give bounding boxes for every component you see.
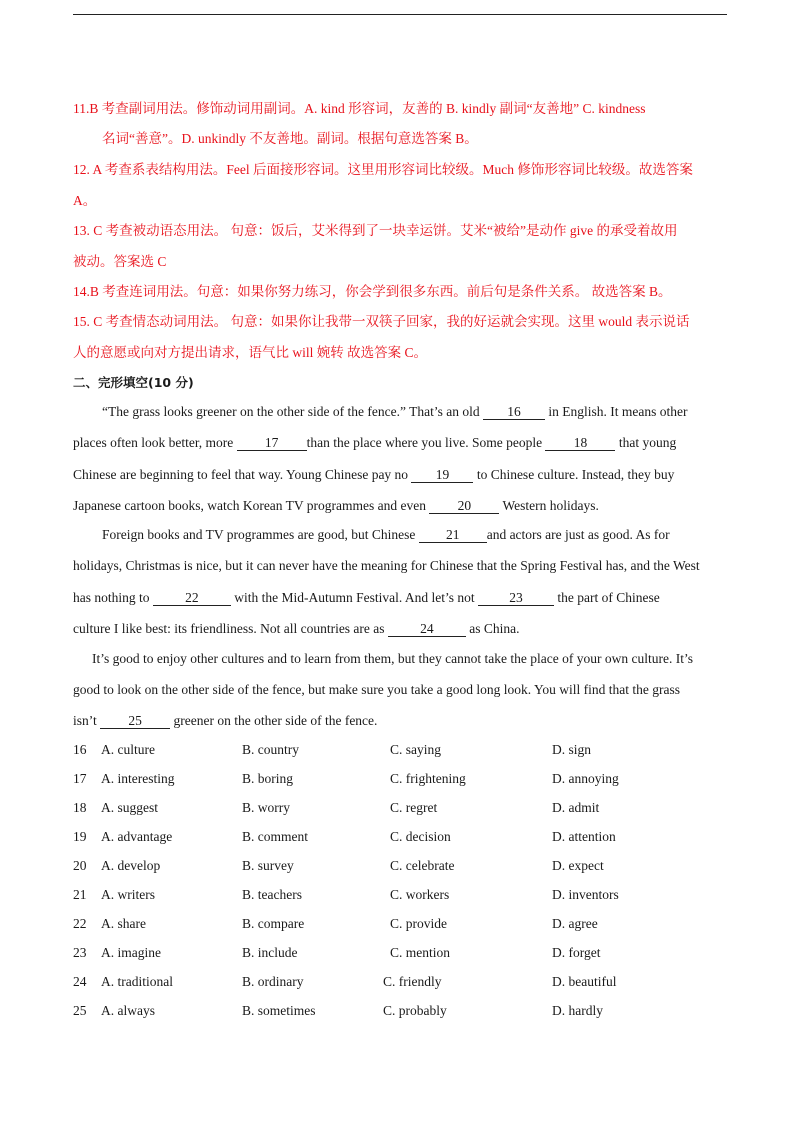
option-a: A. traditional (101, 974, 173, 989)
question-number: 25 (73, 1003, 87, 1018)
section-title: 二、完形填空(10 分) (73, 375, 194, 390)
blank-23: 23 (478, 590, 554, 606)
option-a: A. develop (101, 858, 161, 873)
header-rule (73, 14, 727, 15)
option-row (73, 770, 733, 788)
option-row (73, 799, 733, 817)
blank-22: 22 (153, 590, 231, 606)
option-b: B. worry (242, 800, 290, 815)
question-number: 24 (73, 974, 87, 989)
option-a: A. imagine (101, 945, 161, 960)
option-c: C. workers (390, 887, 450, 902)
blank-20: 20 (429, 498, 499, 514)
option-c: C. decision (390, 829, 451, 844)
blank-18: 18 (545, 435, 615, 451)
answer-15-line-1: 15. C 考查情态动词用法。 句意：如果你让我带一双筷子回家，我的好运就会实现。这里 would 表示说话 (73, 314, 690, 329)
option-d: D. admit (552, 800, 600, 815)
option-row (73, 741, 733, 759)
option-row (73, 857, 733, 875)
passage-line: has nothing to 22 with the Mid-Autumn Festival. And let’s not 23 the part of Chinese (73, 590, 660, 605)
option-b: B. teachers (242, 887, 302, 902)
option-c: C. frightening (390, 771, 466, 786)
answer-12-line-1: 12. A 考查系表结构用法。Feel 后面接形容词。这里用形容词比较级。Much 修饰形容词比较级。故选答案 (73, 162, 693, 177)
passage-line: Chinese are beginning to feel that way. Young Chinese pay no 19 to Chinese culture. Instead, they buy (73, 467, 675, 482)
question-number: 23 (73, 945, 87, 960)
question-number: 17 (73, 771, 87, 786)
option-row (73, 886, 733, 904)
option-d: D. hardly (552, 1003, 603, 1018)
option-row (73, 1002, 733, 1020)
question-number: 19 (73, 829, 87, 844)
option-row (73, 915, 733, 933)
passage-line: holidays, Christmas is nice, but it can never have the meaning for Chinese that the Spring Festival has, and the West (73, 558, 700, 573)
option-b: B. country (242, 742, 299, 757)
answer-12-line-2: A。 (73, 193, 97, 208)
question-number: 18 (73, 800, 87, 815)
passage-line: culture I like best: its friendliness. Not all countries are as 24 as China. (73, 621, 520, 636)
option-d: D. annoying (552, 771, 619, 786)
blank-21: 21 (419, 527, 487, 543)
blank-17: 17 (237, 435, 307, 451)
blank-19: 19 (411, 467, 473, 483)
passage-line: Foreign books and TV programmes are good, but Chinese 21 and actors are just as good. As for (102, 527, 670, 542)
passage-line: It’s good to enjoy other cultures and to learn from them, but they cannot take the place of your own culture. It’s (92, 651, 693, 666)
answer-15-line-2: 人的意愿或向对方提出请求，语气比 will 婉转 故选答案 C。 (73, 345, 428, 360)
option-b: B. comment (242, 829, 308, 844)
option-c: C. provide (390, 916, 447, 931)
option-b: B. include (242, 945, 298, 960)
option-c: C. saying (390, 742, 442, 757)
option-a: A. always (101, 1003, 155, 1018)
answer-11-line-2: 名词“善意”。D. unkindly 不友善地。副词。根据句意选答案 B。 (102, 131, 478, 146)
option-d: D. agree (552, 916, 598, 931)
answer-13-line-1: 13. C 考查被动语态用法。 句意：饭后，艾米得到了一块幸运饼。艾米“被给”是动作 give 的承受着故用 (73, 223, 678, 238)
blank-25: 25 (100, 713, 170, 729)
option-a: A. advantage (101, 829, 173, 844)
answer-11-line-1: 11.B 考查副词用法。修饰动词用副词。A. kind 形容词，友善的 B. kindly 副词“友善地” C. kindness (73, 101, 646, 116)
answer-14-line-1: 14.B 考查连词用法。句意：如果你努力练习，你会学到很多东西。前后句是条件关系。 故选答案 B。 (73, 284, 672, 299)
option-a: A. culture (101, 742, 155, 757)
option-d: D. expect (552, 858, 604, 873)
option-a: A. suggest (101, 800, 158, 815)
passage-line: isn’t 25 greener on the other side of the fence. (73, 713, 378, 728)
option-b: B. compare (242, 916, 305, 931)
option-c: C. mention (390, 945, 450, 960)
option-b: B. ordinary (242, 974, 304, 989)
question-number: 20 (73, 858, 87, 873)
option-row (73, 944, 733, 962)
option-c: C. probably (383, 1003, 447, 1018)
passage-line: “The grass looks greener on the other side of the fence.” That’s an old 16 in English. It means other (102, 404, 688, 419)
blank-16: 16 (483, 404, 545, 420)
question-number: 16 (73, 742, 87, 757)
option-b: B. survey (242, 858, 294, 873)
option-a: A. share (101, 916, 146, 931)
passage-line: places often look better, more 17 than the place where you live. Some people 18 that young (73, 435, 677, 450)
option-c: C. regret (390, 800, 438, 815)
option-row (73, 828, 733, 846)
option-b: B. boring (242, 771, 294, 786)
option-c: C. celebrate (390, 858, 455, 873)
passage-line: good to look on the other side of the fence, but make sure you take a good long look. You will find that the grass (73, 682, 681, 697)
option-d: D. beautiful (552, 974, 617, 989)
question-number: 21 (73, 887, 87, 902)
option-d: D. forget (552, 945, 601, 960)
blank-24: 24 (388, 621, 466, 637)
passage-line: Japanese cartoon books, watch Korean TV programmes and even 20 Western holidays. (73, 498, 599, 513)
question-number: 22 (73, 916, 87, 931)
answer-13-line-2: 被动。答案选 C (73, 254, 167, 269)
option-d: D. attention (552, 829, 616, 844)
option-d: D. sign (552, 742, 592, 757)
option-d: D. inventors (552, 887, 619, 902)
option-a: A. writers (101, 887, 155, 902)
option-a: A. interesting (101, 771, 175, 786)
option-row (73, 973, 733, 991)
option-b: B. sometimes (242, 1003, 316, 1018)
option-c: C. friendly (383, 974, 442, 989)
